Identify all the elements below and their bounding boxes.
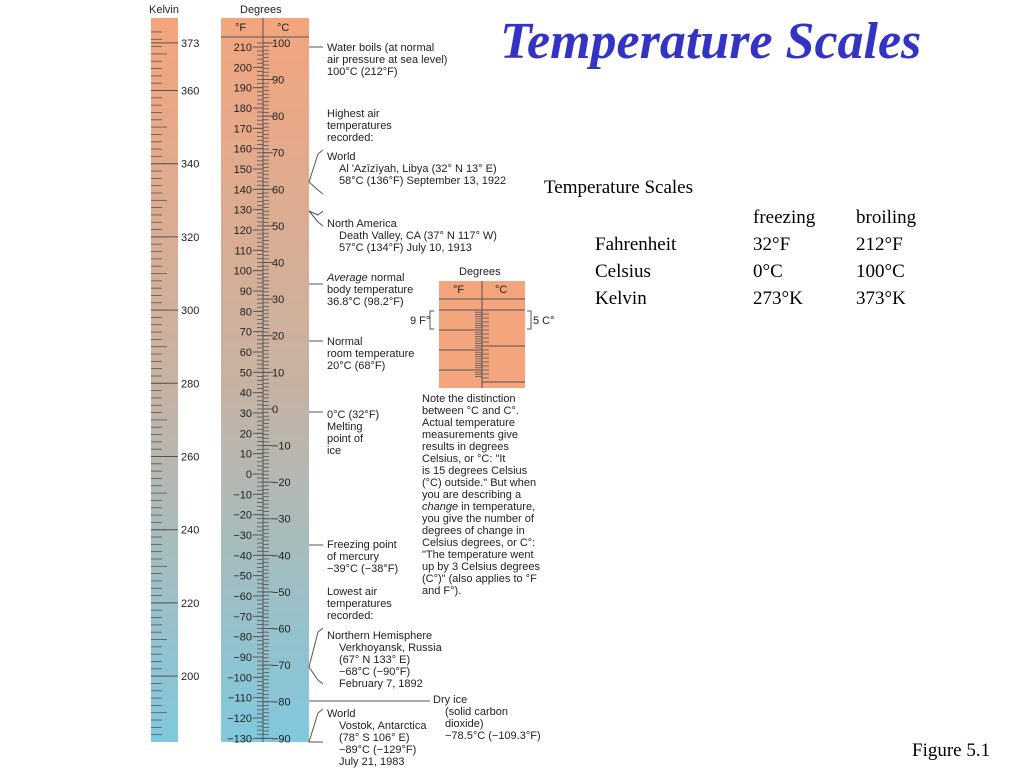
dry-ice-label: Dry ice (solid carbon dioxide) −78.5°C (−109.3°F) [433, 694, 541, 742]
table-header: broiling [856, 206, 917, 228]
body-temperature-label: Average normal body temperature 36.8°C (98.2°F) [327, 272, 414, 308]
table-header: freezing [753, 206, 816, 228]
melting-point-label: 0°C (32°F) Melting point of ice [327, 409, 380, 457]
celsius-tick-label: 20 [272, 330, 285, 343]
world-low-label: World Vostok, Antarctica (78° S 106° E) −89°C (−129°F) July 21, 1983 [327, 708, 427, 768]
table-row [590, 258, 946, 285]
table-cell: 100°C [856, 260, 905, 282]
kelvin-tick-label: 260 [181, 451, 200, 464]
fahrenheit-tick-label: 110 [234, 245, 252, 258]
kelvin-tick-label: 360 [181, 85, 200, 98]
degree-interval-inset [410, 266, 555, 388]
kelvin-tick-label: 320 [181, 231, 200, 244]
fahrenheit-tick-label: −40 [233, 550, 252, 563]
fahrenheit-tick-label: 90 [239, 285, 252, 298]
celsius-tick-label: −10 [272, 440, 291, 453]
table-cell: 32°F [753, 233, 791, 255]
fahrenheit-tick-label: 10 [239, 448, 252, 461]
degrees-header: Degrees [240, 4, 282, 16]
figure-label: Figure 5.1 [912, 740, 991, 761]
table-cell: Kelvin [595, 287, 647, 309]
table-header [590, 204, 753, 231]
fahrenheit-tick-label: 60 [239, 346, 252, 359]
celsius-tick-label: −40 [272, 550, 291, 563]
fahrenheit-tick-label: 120 [233, 224, 252, 237]
fahrenheit-tick-label: −20 [233, 509, 252, 522]
fahrenheit-tick-label: 20 [239, 428, 252, 441]
kelvin-tick-label: 373 [181, 37, 200, 50]
table-cell: 0°C [753, 260, 783, 282]
page-title: Temperature Scales [500, 13, 922, 70]
fahrenheit-tick-label: 140 [233, 184, 252, 197]
degree-note: Note the distinction between °C and C°. Actual temperature measurements give results in degrees Celsius, or °C: "It is 15 degrees Celsius (°C) outside." But when you are describing a change in temperature, you give the number of degrees of change in Celsius degrees, or C°: "The temperature went up by 3 Celsius degrees (C°)" (also applies to °F and F°). [422, 393, 541, 597]
fahrenheit-tick-label: 40 [239, 387, 252, 400]
celsius-unit: °C [277, 22, 290, 34]
celsius-tick-label: −60 [272, 623, 291, 636]
fahrenheit-tick-label: −50 [233, 570, 252, 583]
celsius-tick-label: −50 [272, 586, 291, 599]
table-cell: Fahrenheit [595, 233, 677, 255]
kelvin-bar [151, 18, 178, 742]
celsius-tick-label: 100 [272, 37, 291, 50]
kelvin-tick-label: 300 [181, 305, 200, 318]
table-cell: 212°F [856, 233, 903, 255]
north-america-label: North America Death Valley, CA (37° N 117° W) 57°C (134°F) July 10, 1913 [327, 218, 497, 254]
celsius-tick-label: 60 [272, 184, 285, 197]
fahrenheit-tick-label: 80 [239, 306, 252, 319]
table-row [590, 285, 946, 312]
table-cell: 273°K [753, 287, 803, 309]
world-low-leader [309, 709, 323, 742]
fahrenheit-tick-label: 130 [233, 204, 252, 217]
celsius-tick-label: 10 [272, 367, 285, 380]
celsius-tick-label: 30 [272, 294, 285, 307]
celsius-tick-label: 70 [272, 147, 285, 160]
fahrenheit-tick-label: 50 [239, 367, 252, 380]
fahrenheit-tick-label: 100 [233, 265, 252, 278]
fahrenheit-tick-label: −130 [227, 733, 252, 746]
room-temperature-label: Normal room temperature 20°C (68°F) [327, 336, 415, 372]
fahrenheit-unit: °F [235, 22, 247, 34]
fahrenheit-tick-label: 170 [233, 123, 252, 136]
table-title: Temperature Scales [544, 177, 694, 198]
kelvin-header: Kelvin [149, 4, 179, 16]
north-america-leader [309, 211, 323, 226]
celsius-tick-label: −20 [272, 477, 291, 490]
scales-table [590, 204, 946, 312]
kelvin-tick-label: 200 [181, 671, 200, 684]
fahrenheit-tick-label: −70 [233, 611, 252, 624]
fahrenheit-tick-label: −120 [227, 712, 252, 725]
celsius-tick-label: −90 [272, 733, 291, 746]
fahrenheit-tick-label: −90 [233, 651, 252, 664]
inset-c-interval: 5 C° [533, 315, 555, 327]
celsius-tick-label: 50 [272, 220, 285, 233]
highest-air-label: Highest air temperatures recorded: [327, 108, 392, 144]
celsius-tick-label: −30 [272, 513, 291, 526]
water-boils-label: Water boils (at normal air pressure at sea level) 100°C (212°F) [327, 42, 448, 78]
fahrenheit-tick-label: 190 [233, 82, 252, 95]
fahrenheit-tick-label: 210 [233, 42, 252, 54]
table-row [590, 231, 946, 258]
fahrenheit-tick-label: 30 [239, 407, 252, 420]
kelvin-tick-label: 240 [181, 524, 200, 537]
fahrenheit-tick-label: −80 [233, 631, 252, 644]
fahrenheit-tick-label: −10 [233, 489, 252, 502]
northern-hemisphere-label: Northern Hemisphere Verkhoyansk, Russia (67° N 133° E) −68°C (−90°F) February 7, 1892 [327, 630, 442, 690]
fahrenheit-tick-label: 180 [233, 102, 252, 115]
celsius-tick-label: 40 [272, 257, 285, 270]
fahrenheit-tick-label: −60 [233, 590, 252, 603]
celsius-tick-label: −70 [272, 660, 291, 673]
inset-title: Degrees [459, 266, 501, 278]
inset-f-unit: °F [453, 284, 465, 296]
table-header-row [590, 204, 946, 231]
table-cell: 373°K [856, 287, 906, 309]
inset-c-unit: °C [495, 284, 508, 296]
fahrenheit-tick-label: −30 [233, 529, 252, 542]
fahrenheit-tick-label: 0 [245, 468, 252, 481]
mercury-label: Freezing point of mercury −39°C (−38°F) [327, 539, 399, 575]
fahrenheit-tick-label: 150 [233, 163, 252, 176]
fahrenheit-tick-label: 200 [233, 62, 252, 75]
celsius-tick-label: 90 [272, 74, 285, 87]
table-cell: Celsius [595, 260, 651, 282]
fahrenheit-tick-label: 70 [239, 326, 252, 339]
fahrenheit-tick-label: −100 [227, 672, 252, 685]
celsius-tick-label: 0 [272, 403, 279, 416]
kelvin-tick-label: 280 [181, 378, 200, 391]
fahrenheit-tick-label: 160 [233, 143, 252, 156]
kelvin-tick-label: 340 [181, 158, 200, 171]
fahrenheit-tick-label: −110 [228, 692, 252, 705]
kelvin-tick-label: 220 [181, 597, 200, 610]
world-high-leader [309, 150, 323, 194]
northern-hemisphere-leader [309, 628, 323, 684]
world-high-label: World Al 'Azīzīyah, Libya (32° N 13° E) 58°C (136°F) September 13, 1922 [327, 151, 507, 187]
celsius-tick-label: 80 [272, 111, 285, 124]
celsius-tick-label: −80 [272, 696, 291, 709]
lowest-air-label: Lowest air temperatures recorded: [327, 586, 392, 622]
inset-f-interval: 9 F° [410, 315, 431, 327]
